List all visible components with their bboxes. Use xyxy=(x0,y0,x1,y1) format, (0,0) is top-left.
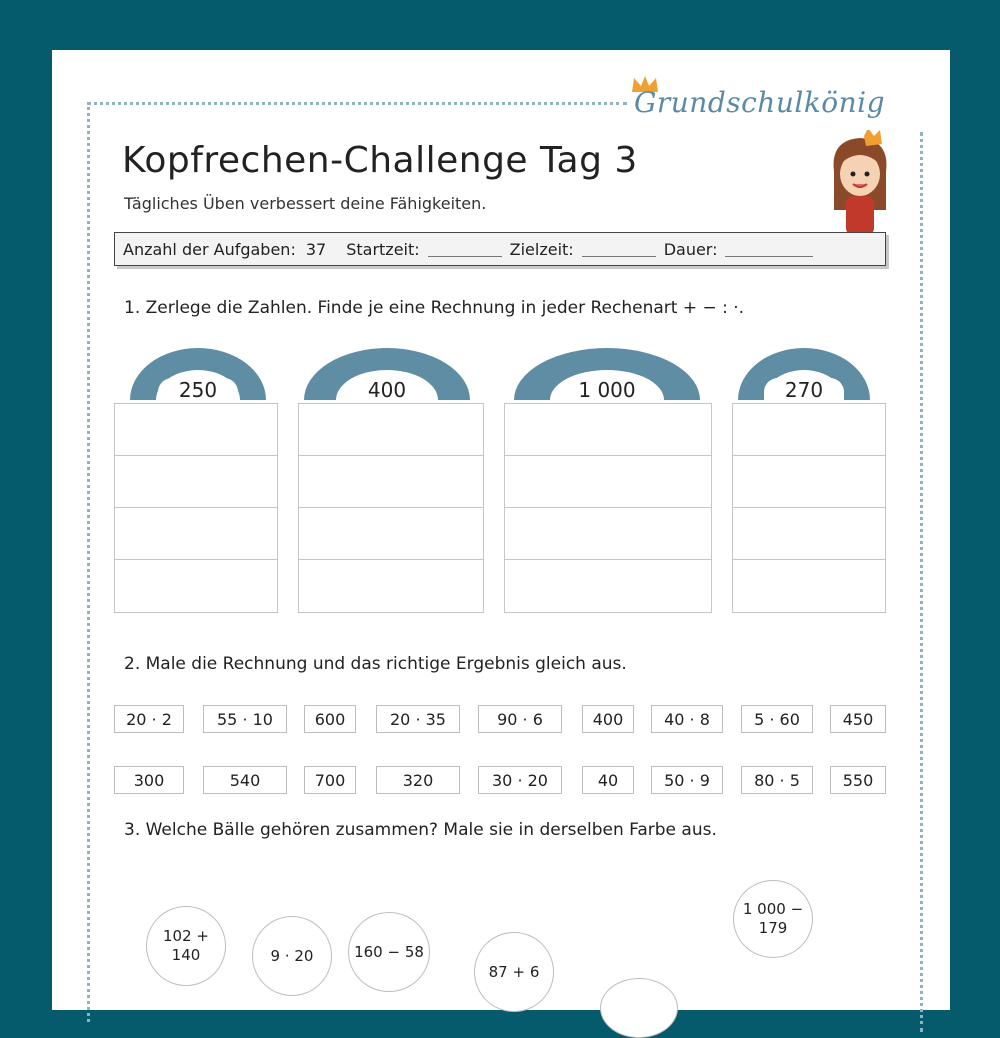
worksheet xyxy=(52,50,950,1010)
result-chip[interactable]: 300 xyxy=(114,766,184,794)
dotted-border-left xyxy=(87,102,90,1022)
task3-title: 3. Welche Bälle gehören zusammen? Male sie in derselben Farbe aus. xyxy=(124,820,717,840)
ball-line: 179 xyxy=(758,919,788,937)
task-count-value: 37 xyxy=(305,239,327,259)
result-chip[interactable]: 50 · 9 xyxy=(651,766,723,794)
result-chip[interactable]: 540 xyxy=(203,766,287,794)
answer-grid-270[interactable] xyxy=(732,403,886,613)
calc-chip[interactable]: 5 · 60 xyxy=(741,705,813,733)
result-chip[interactable]: 80 · 5 xyxy=(741,766,813,794)
arch-number: 400 xyxy=(345,378,429,402)
info-bar xyxy=(114,232,886,266)
start-time-label: Startzeit: xyxy=(346,239,420,259)
ball[interactable] xyxy=(474,932,554,1012)
page-subtitle: Tägliches Üben verbessert deine Fähigkeiten. xyxy=(124,194,487,213)
calc-chip[interactable]: 20 · 2 xyxy=(114,705,184,733)
answer-grid-1000[interactable] xyxy=(504,403,712,613)
goal-time-label: Zielzeit: xyxy=(509,239,574,259)
ball-line: 140 xyxy=(171,946,201,964)
ball[interactable] xyxy=(733,880,813,958)
arch-number: 270 xyxy=(764,378,844,402)
result-chip[interactable]: 550 xyxy=(830,766,886,794)
girl-illustration xyxy=(820,130,900,290)
result-chip[interactable]: 700 xyxy=(304,766,356,794)
calc-chip[interactable]: 20 · 35 xyxy=(376,705,460,733)
calc-chip[interactable]: 400 xyxy=(582,705,634,733)
dotted-border-right xyxy=(920,132,923,1032)
brand-logo xyxy=(630,80,930,130)
page-title: Kopfrechen-Challenge Tag 3 xyxy=(122,140,638,181)
ball-line: 160 − 58 xyxy=(354,942,424,961)
calc-chip[interactable]: 55 · 10 xyxy=(203,705,287,733)
arch-number: 1 000 xyxy=(560,378,654,402)
ball[interactable] xyxy=(600,978,678,1038)
calc-chip[interactable]: 90 · 6 xyxy=(478,705,562,733)
ball-line: 1 000 − xyxy=(742,900,804,918)
duration-blank[interactable] xyxy=(725,242,813,257)
task-count-label: Anzahl der Aufgaben: xyxy=(123,239,296,259)
result-chip[interactable]: 40 xyxy=(582,766,634,794)
dotted-border-top xyxy=(87,102,627,105)
ball[interactable] xyxy=(252,916,332,996)
task1-title: 1. Zerlege die Zahlen. Finde je eine Rechnung in jeder Rechenart + − : ·. xyxy=(124,298,745,318)
answer-grid-250[interactable] xyxy=(114,403,278,613)
result-chip[interactable]: 30 · 20 xyxy=(478,766,562,794)
brand-name: Grundschulkönig xyxy=(634,86,886,119)
ball-line: 9 · 20 xyxy=(270,946,314,965)
ball-line: 87 + 6 xyxy=(488,962,540,981)
calc-chip[interactable]: 40 · 8 xyxy=(651,705,723,733)
ball-line: 102 + xyxy=(163,927,209,945)
calc-chip[interactable]: 450 xyxy=(830,705,886,733)
ball[interactable] xyxy=(146,906,226,986)
duration-label: Dauer: xyxy=(663,239,718,259)
ball[interactable] xyxy=(348,912,430,992)
calc-chip[interactable]: 600 xyxy=(304,705,356,733)
task2-title: 2. Male die Rechnung und das richtige Ergebnis gleich aus. xyxy=(124,654,627,674)
goal-time-blank[interactable] xyxy=(582,242,656,257)
answer-grid-400[interactable] xyxy=(298,403,484,613)
arch-number: 250 xyxy=(158,378,238,402)
result-chip[interactable]: 320 xyxy=(376,766,460,794)
start-time-blank[interactable] xyxy=(428,242,502,257)
